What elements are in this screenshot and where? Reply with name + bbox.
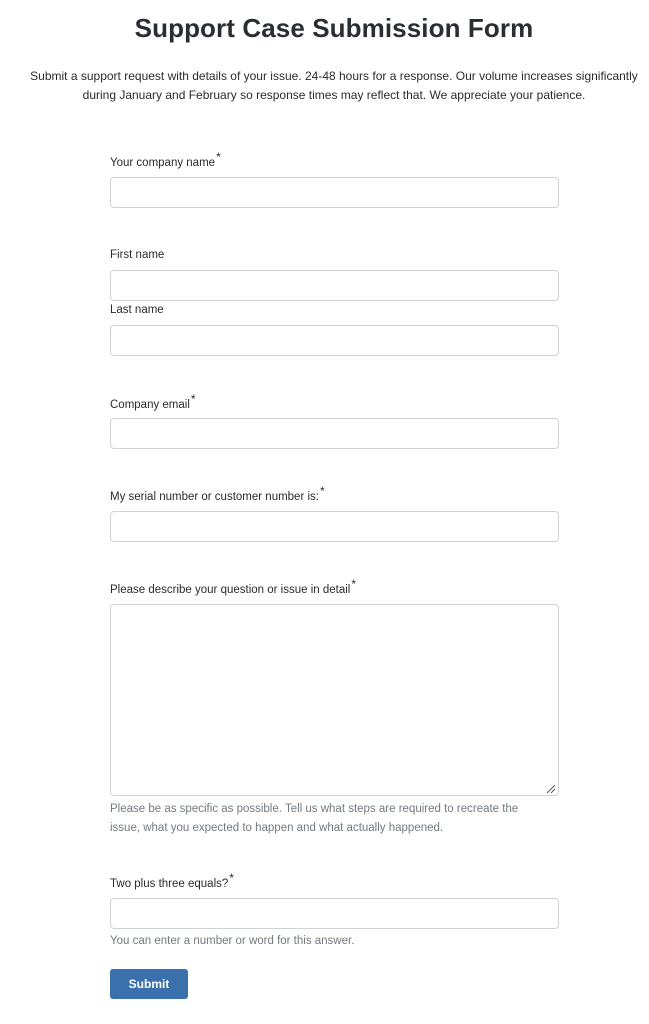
- description-label-text: Please describe your question or issue in detail: [110, 584, 351, 596]
- page-intro: Submit a support request with details of your issue. 24-48 hours for a response. Our volume increases significantly during January and February so response times may reflect that. We appreciate your patience.: [30, 69, 638, 102]
- description-label: [110, 577, 357, 596]
- description-help-text: Please be as specific as possible. Tell us what steps are required to recreate the issue, what you expected to happen and what actually happened.: [110, 803, 519, 834]
- company-email-label: [110, 392, 196, 411]
- serial-number-input[interactable]: [110, 511, 559, 542]
- company-name-label: [110, 150, 221, 169]
- submit-button[interactable]: Submit: [110, 969, 188, 999]
- captcha-label-text: Two plus three equals?: [110, 878, 229, 890]
- last-name-label: Last name: [110, 304, 164, 316]
- required-asterisk: *: [190, 392, 196, 406]
- captcha-help-text: You can enter a number or word for this answer.: [110, 935, 355, 947]
- required-asterisk: *: [229, 871, 234, 885]
- first-name-label: First name: [110, 249, 165, 261]
- captcha-label: [110, 871, 234, 890]
- serial-number-label-text: My serial number or customer number is:: [110, 491, 319, 503]
- last-name-input[interactable]: [110, 325, 559, 356]
- required-asterisk: *: [351, 577, 357, 591]
- required-asterisk: *: [216, 150, 221, 164]
- company-name-input[interactable]: [110, 177, 559, 208]
- captcha-input[interactable]: [110, 898, 559, 929]
- resize-grip-icon[interactable]: [545, 783, 556, 794]
- company-email-input[interactable]: [110, 418, 559, 449]
- required-asterisk: *: [319, 484, 325, 498]
- company-name-label-text: Your company name: [110, 157, 216, 169]
- company-email-label-text: Company email: [110, 399, 190, 411]
- serial-number-label: [110, 484, 325, 503]
- page-title: Support Case Submission Form: [134, 13, 534, 43]
- description-textarea[interactable]: [110, 604, 559, 796]
- first-name-input[interactable]: [110, 270, 559, 301]
